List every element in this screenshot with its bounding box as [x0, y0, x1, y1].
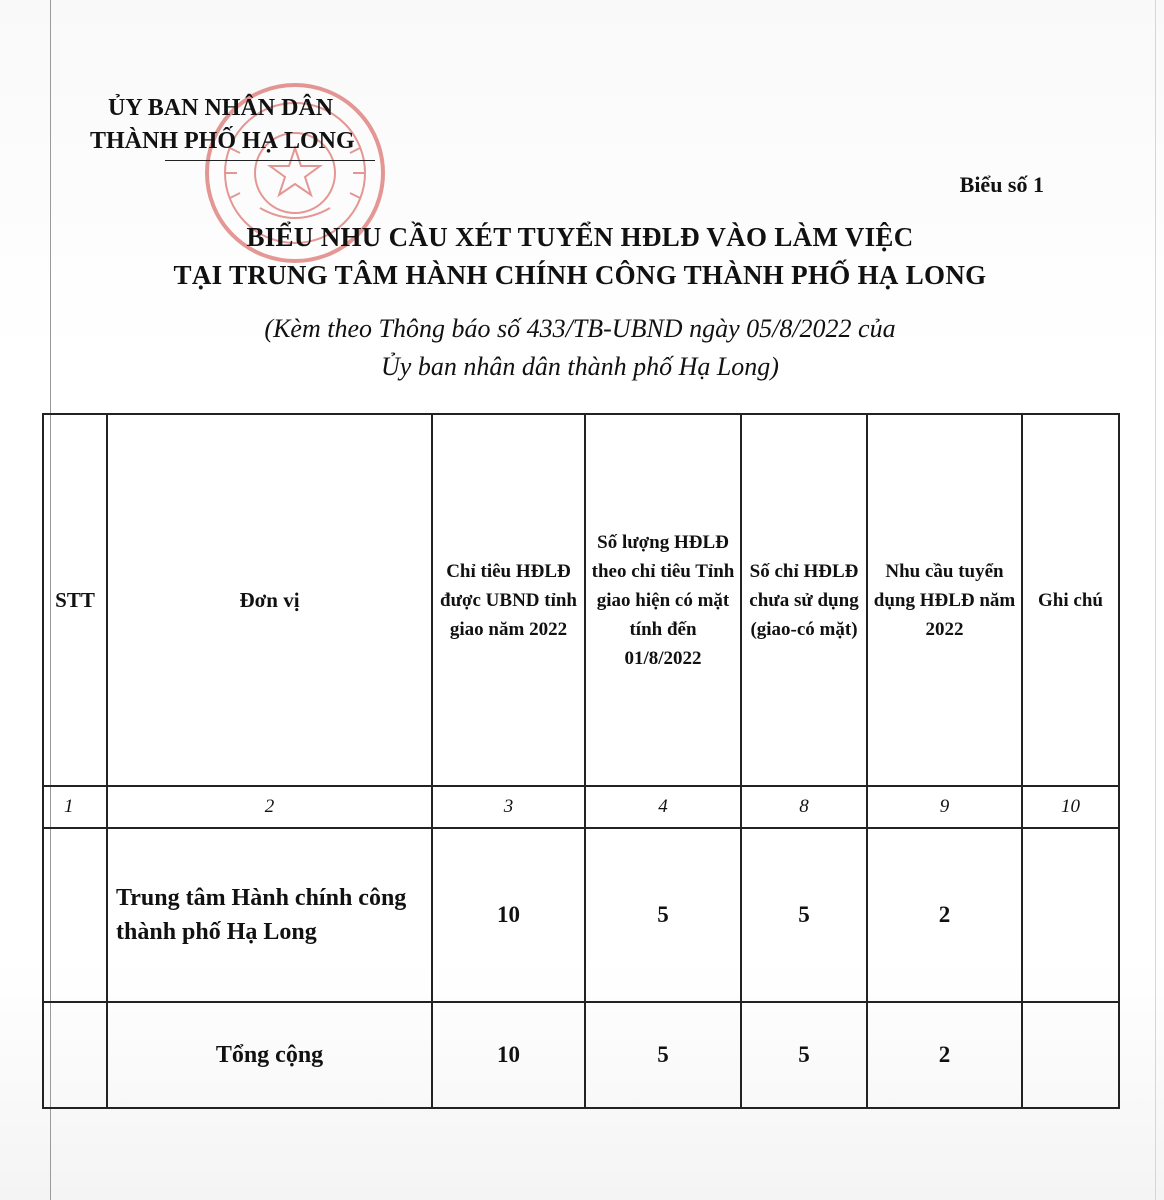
- header-cell: Chỉ tiêu HĐLĐ được UBND tỉnh giao năm 2022: [432, 414, 585, 786]
- column-number-cell: 8: [741, 786, 867, 828]
- issuing-agency: [90, 92, 410, 158]
- stt-cell: [43, 828, 107, 1002]
- column-number-cell: 9: [867, 786, 1022, 828]
- column-number-cell: 3: [432, 786, 585, 828]
- recruitment-table: [42, 413, 1120, 1109]
- total-unused-cell: 5: [741, 1002, 867, 1108]
- column-number-cell: 1: [43, 786, 107, 828]
- present-cell: 5: [585, 828, 741, 1002]
- header-cell: Số lượng HĐLĐ theo chỉ tiêu Tỉnh giao hiện có mặt tính đến 01/8/2022: [585, 414, 741, 786]
- header-cell: Nhu cầu tuyển dụng HĐLĐ năm 2022: [867, 414, 1022, 786]
- table-column-number-row: [43, 786, 1119, 828]
- note-cell: [1022, 828, 1119, 1002]
- form-number: Biểu số 1: [959, 172, 1044, 197]
- document-title-line-2: TẠI TRUNG TÂM HÀNH CHÍNH CÔNG THÀNH PHỐ HẠ LONG: [173, 260, 987, 290]
- unit-cell: Trung tâm Hành chính công thành phố Hạ Long: [107, 828, 432, 1002]
- header-cell: STT: [43, 414, 107, 786]
- total-quota-cell: 10: [432, 1002, 585, 1108]
- total-present-cell: 5: [585, 1002, 741, 1108]
- header-cell: Số chỉ HĐLĐ chưa sử dụng (giao-có mặt): [741, 414, 867, 786]
- table-header-row: [43, 414, 1119, 786]
- unused-cell: 5: [741, 828, 867, 1002]
- header-cell: Ghi chú: [1022, 414, 1119, 786]
- total-label-cell: Tổng cộng: [107, 1002, 432, 1108]
- subtitle-line-1: (Kèm theo Thông báo số 433/TB-UBND ngày 05/8/2022 của: [264, 314, 896, 343]
- agency-underline: [165, 160, 375, 161]
- agency-line-2: THÀNH PHỐ HẠ LONG: [90, 128, 355, 154]
- demand-cell: 2: [867, 828, 1022, 1002]
- total-demand-cell: 2: [867, 1002, 1022, 1108]
- page-right-edge: [1155, 0, 1156, 1200]
- header-cell: Đơn vị: [107, 414, 432, 786]
- column-number-cell: 2: [107, 786, 432, 828]
- stt-cell: [43, 1002, 107, 1108]
- column-number-cell: 10: [1022, 786, 1119, 828]
- note-cell: [1022, 1002, 1119, 1108]
- subtitle-line-2: Ủy ban nhân dân thành phố Hạ Long): [381, 352, 779, 381]
- document-title-line-1: BIỂU NHU CẦU XÉT TUYỂN HĐLĐ VÀO LÀM VIỆC: [246, 222, 914, 252]
- table-row: [43, 828, 1119, 1002]
- column-number-cell: 4: [585, 786, 741, 828]
- document-subtitle: [60, 310, 1100, 386]
- agency-line-1: ỦY BAN NHÂN DÂN: [108, 95, 334, 121]
- quota-cell: 10: [432, 828, 585, 1002]
- table-total-row: [43, 1002, 1119, 1108]
